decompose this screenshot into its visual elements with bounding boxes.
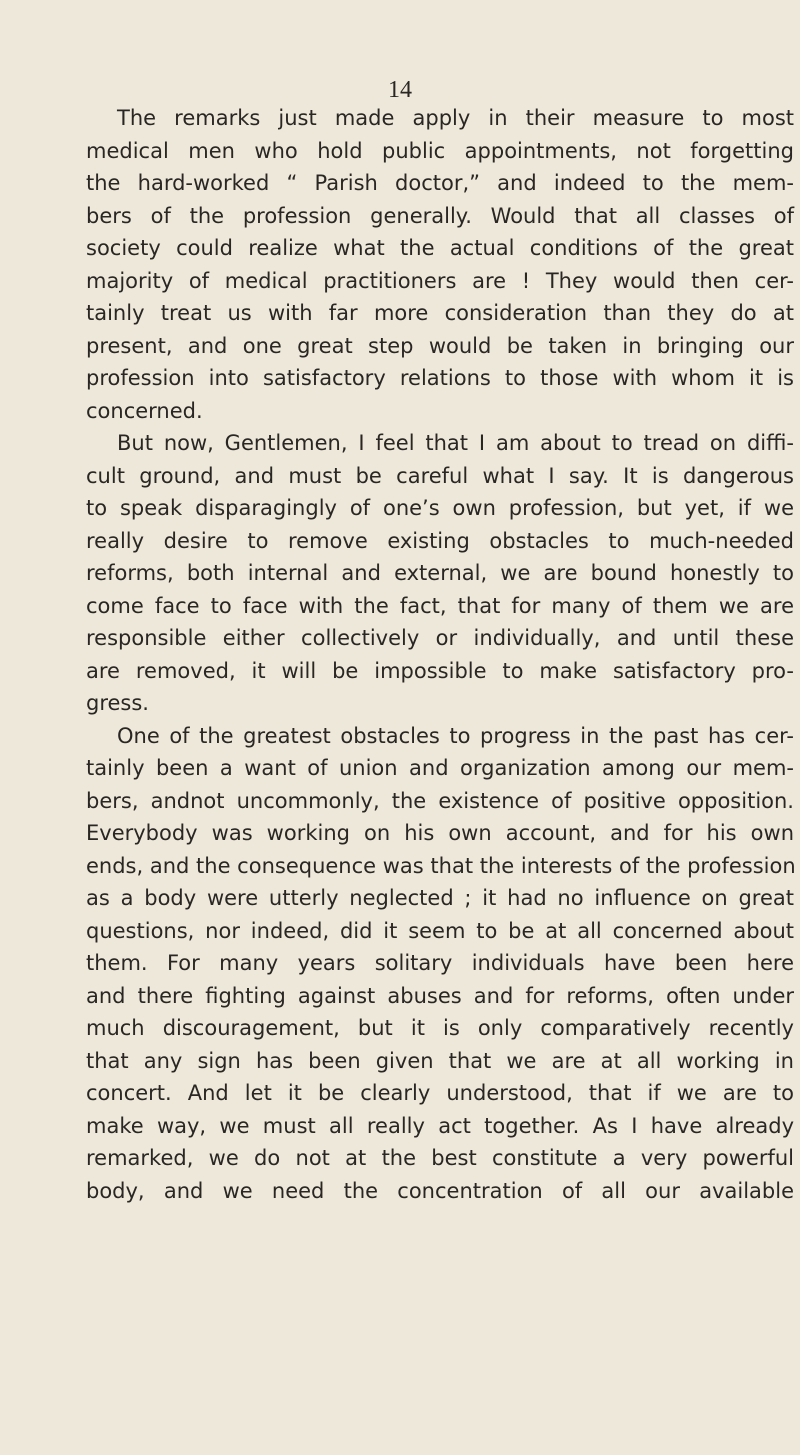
- text-line: cult ground, and must be careful what I say. It is dangerous: [86, 463, 794, 488]
- text-line: them. For many years solitary individuals have been here: [86, 951, 794, 975]
- text-line: Everybody was working on his own account, and for his own: [86, 821, 794, 845]
- page-number: 14: [388, 77, 412, 103]
- text-line: really desire to remove existing obstacles to much-needed: [86, 528, 794, 553]
- text-line: ends, and the consequence was that the interests of the profession: [86, 853, 796, 878]
- paragraph-3: [86, 720, 794, 1208]
- text-line: bers, andnot uncommonly, the existence of positive opposition.: [86, 788, 794, 813]
- text-line: responsible either collectively or individually, and until these: [86, 626, 794, 650]
- text-line: questions, nor indeed, did it seem to be at all concerned about: [86, 918, 794, 943]
- text-line: come face to face with the fact, that for many of them we are: [86, 593, 794, 618]
- text-line: much discouragement, but it is only comparatively recently: [86, 1016, 794, 1040]
- page-body: [86, 102, 794, 1207]
- text-line: One of the greatest obstacles to progress in the past has cer-: [117, 723, 794, 748]
- text-line: make way, we must all really act together. As I have already: [86, 1113, 794, 1138]
- text-line: society could realize what the actual conditions of the great: [86, 236, 794, 260]
- text-line: that any sign has been given that we are at all working in: [86, 1048, 794, 1073]
- text-line: tainly been a want of union and organization among our mem-: [86, 756, 794, 780]
- text-line: But now, Gentlemen, I feel that I am about to tread on diffi-: [117, 431, 794, 455]
- text-line: as a body were utterly neglected ; it had no influence on great: [86, 886, 794, 910]
- text-line: the hard-worked “ Parish doctor,” and indeed to the mem-: [86, 171, 794, 195]
- text-line: to speak disparagingly of one’s own profession, but yet, if we: [86, 496, 794, 520]
- paragraph-1: [86, 102, 794, 427]
- text-line: present, and one great step would be taken in bringing our: [86, 333, 794, 358]
- paragraph-2: [86, 427, 794, 720]
- text-line: remarked, we do not at the best constitute a very powerful: [86, 1146, 794, 1170]
- text-line: medical men who hold public appointments, not forgetting: [86, 138, 794, 163]
- text-line: body, and we need the concentration of all our available: [86, 1178, 794, 1203]
- text-line: are removed, it will be impossible to make satisfactory pro-: [86, 658, 794, 683]
- text-line: concert. And let it be clearly understood, that if we are to: [86, 1081, 794, 1105]
- text-line: bers of the profession generally. Would that all classes of: [86, 203, 794, 228]
- text-line: and there fighting against abuses and for reforms, often under: [86, 983, 794, 1008]
- text-line: concerned.: [86, 398, 203, 423]
- text-line: gress.: [86, 691, 149, 715]
- text-line: tainly treat us with far more consideration than they do at: [86, 301, 794, 325]
- text-line: reforms, both internal and external, we are bound honestly to: [86, 561, 794, 585]
- text-line: The remarks just made apply in their measure to most: [117, 106, 794, 130]
- text-line: profession into satisfactory relations to those with whom it is: [86, 366, 794, 390]
- text-line: majority of medical practitioners are ! They would then cer-: [86, 268, 794, 293]
